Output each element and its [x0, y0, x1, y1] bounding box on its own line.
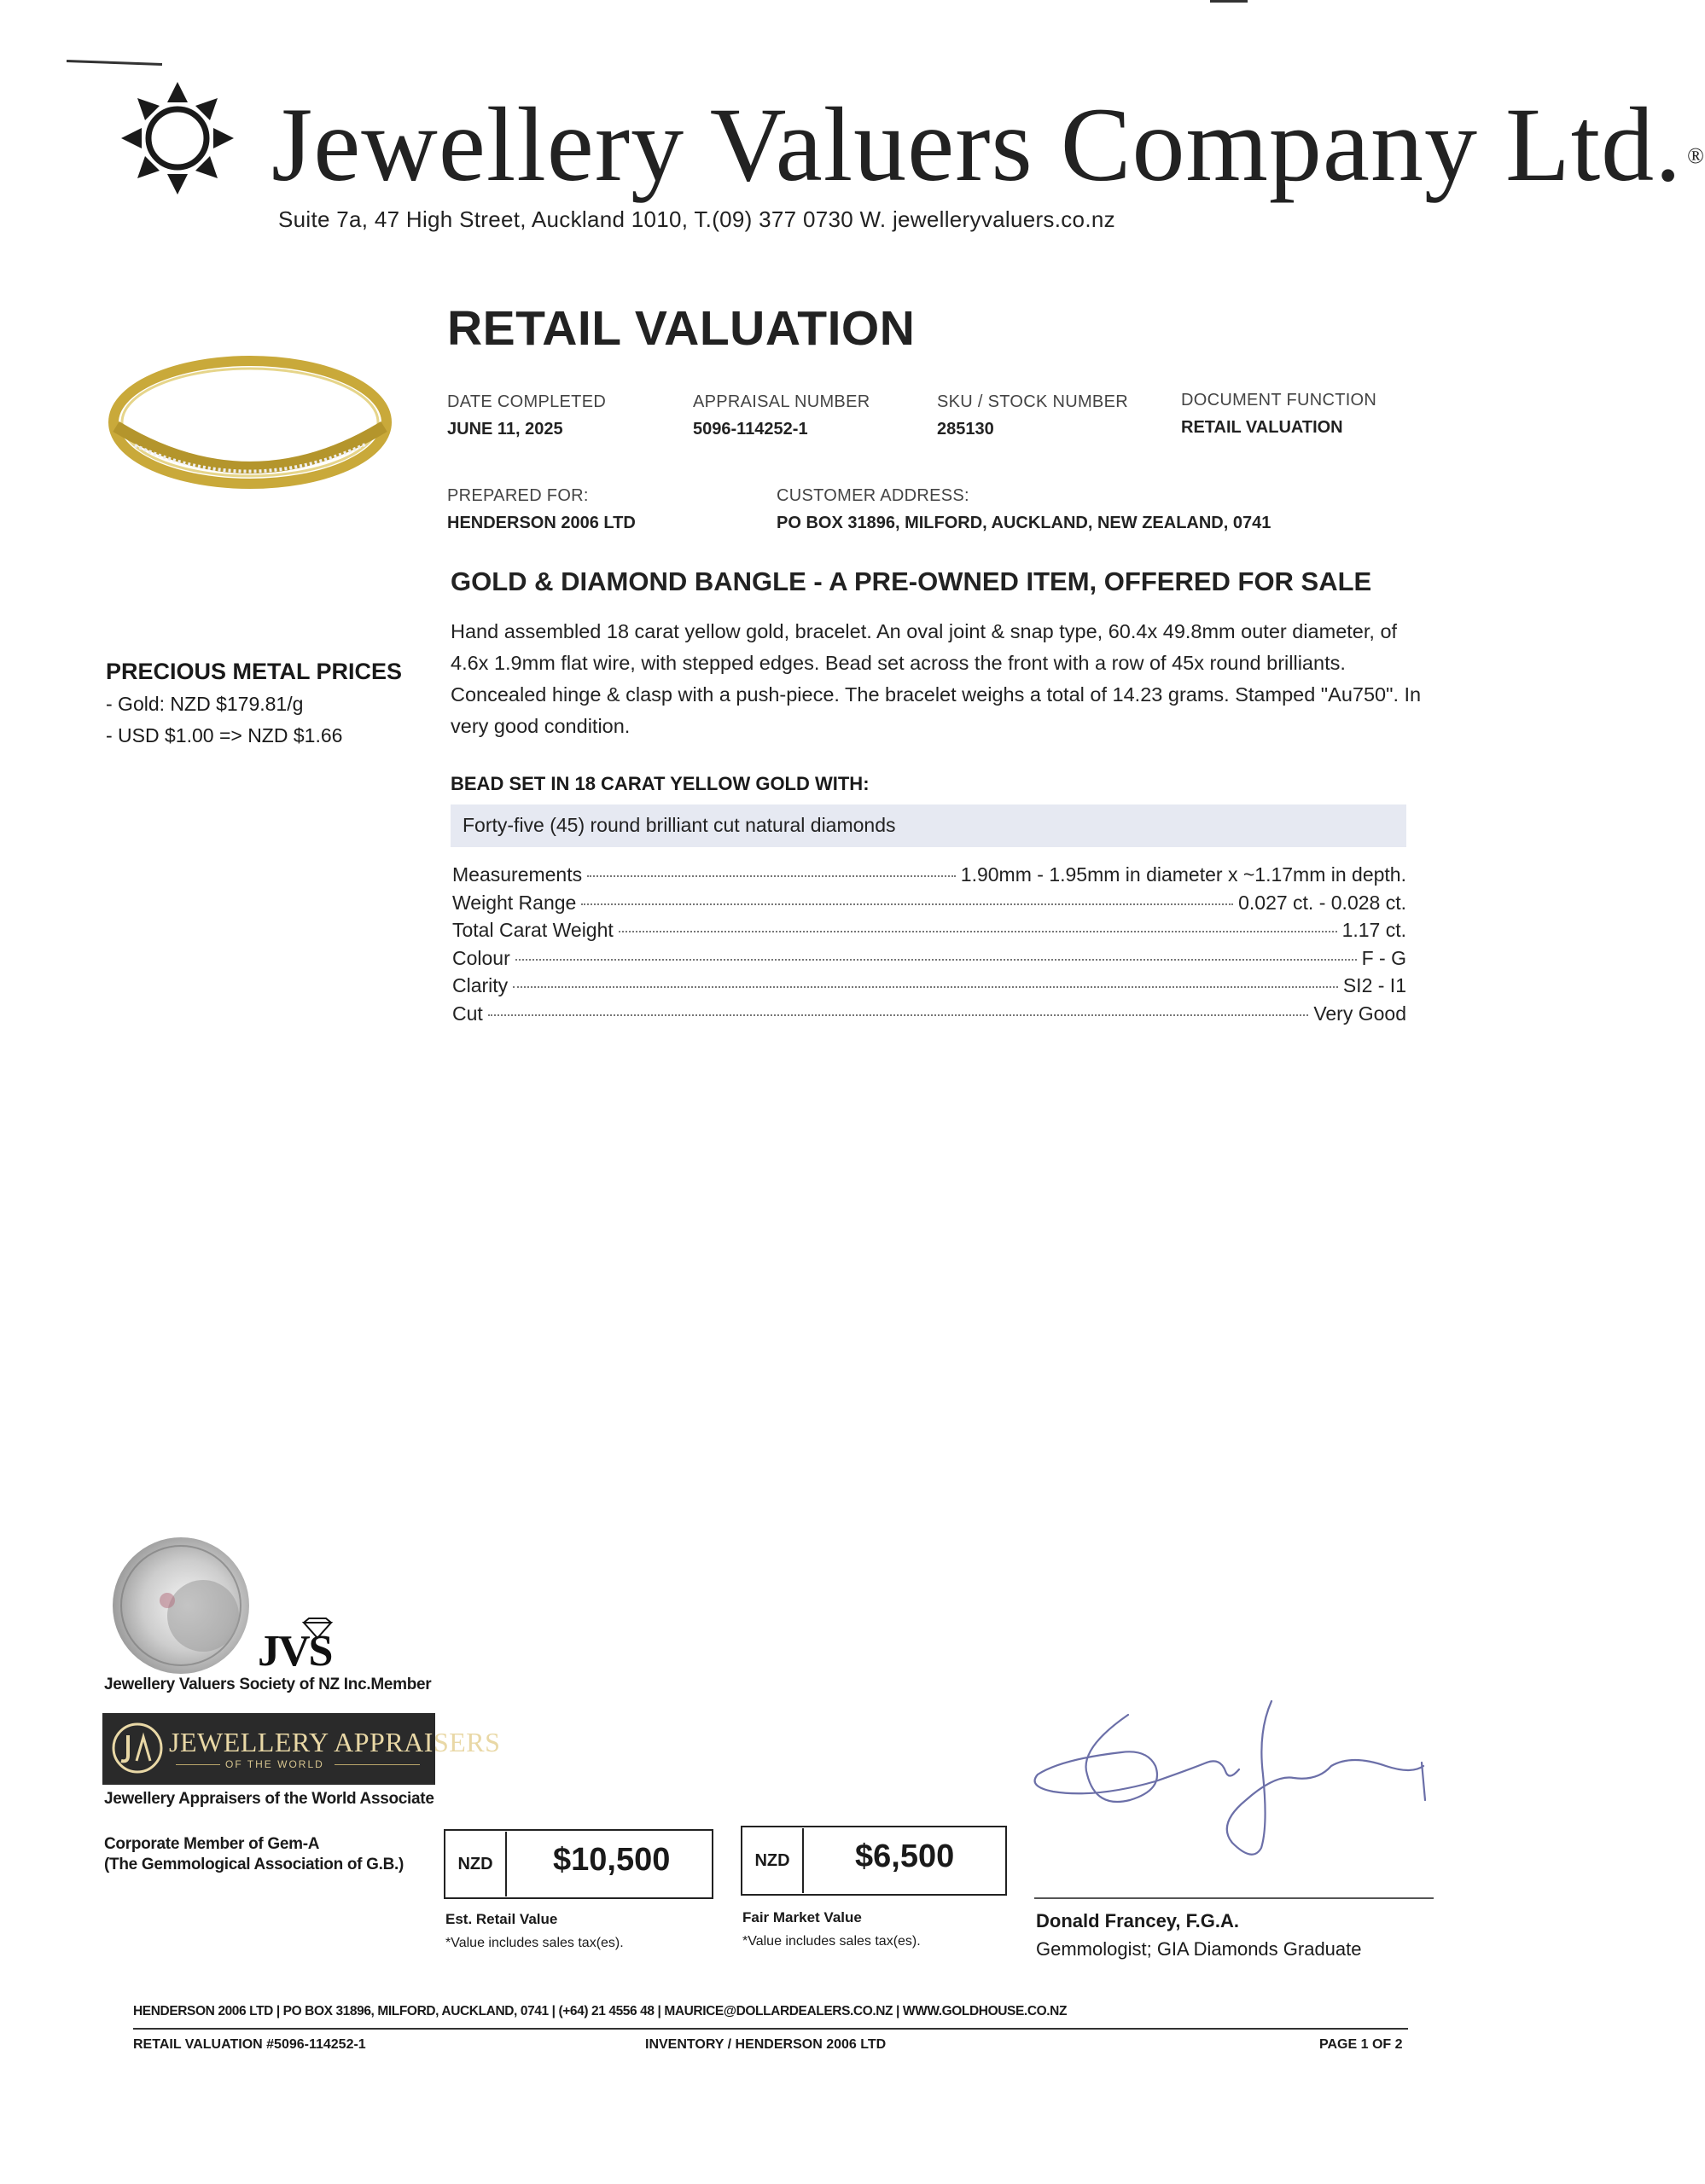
leader-dots — [513, 986, 1338, 988]
spec-value: 0.027 ct. - 0.028 ct. — [1238, 891, 1406, 914]
appraisal-number-value: 5096-114252-1 — [693, 420, 808, 439]
stones-summary: Forty-five (45) round brilliant cut natural diamonds — [451, 804, 1406, 847]
setting-title: BEAD SET IN 18 CARAT YELLOW GOLD WITH: — [451, 773, 870, 794]
top-mark — [1210, 0, 1248, 3]
footer-rule — [133, 2028, 1408, 2030]
retail-value-currency: NZD — [445, 1832, 507, 1896]
spec-label: Cut — [452, 1002, 483, 1025]
signatory-name: Donald Francey, F.G.A. — [1036, 1910, 1239, 1931]
registered-mark: ® — [1687, 142, 1705, 168]
diamond-specs — [452, 863, 1406, 1031]
footer-inventory: INVENTORY / HENDERSON 2006 LTD — [645, 2037, 887, 2052]
jaw-badge-icon — [111, 1722, 164, 1774]
fair-market-value-amount: $6,500 — [855, 1838, 955, 1874]
date-completed-label: DATE COMPLETED — [447, 392, 607, 411]
document-function-value: RETAIL VALUATION — [1181, 418, 1343, 437]
jaw-rule — [335, 1764, 420, 1765]
leader-dots — [581, 903, 1233, 905]
retail-value-label: Est. Retail Value — [445, 1911, 558, 1927]
gold-price: - Gold: NZD $179.81/g — [106, 693, 304, 715]
jvs-logo: JVS — [258, 1627, 332, 1676]
sku-label: SKU / STOCK NUMBER — [937, 392, 1128, 411]
footer-contact: HENDERSON 2006 LTD | PO BOX 31896, MILFORD, AUCKLAND, 0741 | (+64) 21 4556 48 | MAURICE@DOLLARDEALERS.CO.NZ | WWW.GOLDHOUSE.CO.NZ — [133, 2004, 1068, 2018]
leader-dots — [619, 931, 1337, 932]
leader-dots — [587, 875, 956, 877]
company-logo-icon — [118, 78, 237, 198]
spec-row-colour — [452, 947, 1406, 975]
item-description — [451, 616, 1434, 742]
spec-value: 1.90mm - 1.95mm in diameter x ~1.17mm in depth. — [960, 863, 1406, 886]
diamond-icon — [300, 1618, 335, 1640]
jaw-rule — [176, 1764, 220, 1765]
gema-line: (The Gemmological Association of G.B.) — [104, 1856, 404, 1873]
item-title: GOLD & DIAMOND BANGLE - A PRE-OWNED ITEM, OFFERED FOR SALE — [451, 566, 1372, 596]
signatory-title: Gemmologist; GIA Diamonds Graduate — [1036, 1938, 1362, 1960]
leader-dots — [488, 1014, 1309, 1016]
spec-row-measurements — [452, 863, 1406, 892]
spec-row-cut — [452, 1002, 1406, 1031]
jaw-banner-sub: OF THE WORLD — [225, 1758, 324, 1770]
spec-value: F - G — [1361, 946, 1406, 969]
spec-row-total-carat — [452, 919, 1406, 947]
fair-market-value-label: Fair Market Value — [742, 1909, 862, 1926]
date-completed-value: JUNE 11, 2025 — [447, 420, 563, 439]
page-number: PAGE 1 OF 2 — [1319, 2037, 1403, 2052]
fair-market-value-note: *Value includes sales tax(es). — [742, 1934, 921, 1949]
spec-row-weight-range — [452, 892, 1406, 920]
gema-line: Corporate Member of Gem-A — [104, 1835, 320, 1853]
customer-address-value: PO BOX 31896, MILFORD, AUCKLAND, NEW ZEALAND, 0741 — [777, 514, 1271, 532]
spec-row-clarity — [452, 974, 1406, 1002]
spec-label: Clarity — [452, 974, 509, 997]
fair-market-value-currency: NZD — [742, 1828, 804, 1893]
spec-label: Weight Range — [452, 891, 577, 914]
spec-value: SI2 - I1 — [1342, 974, 1406, 997]
description-line: very good condition. — [451, 715, 631, 737]
spec-label: Colour — [452, 946, 510, 969]
leader-dots — [515, 959, 1357, 961]
customer-address-label: CUSTOMER ADDRESS: — [777, 486, 969, 505]
jaw-banner-title: JEWELLERY APPRAISERS — [169, 1727, 501, 1757]
spec-value: 1.17 ct. — [1341, 919, 1406, 942]
prepared-for-label: PREPARED FOR: — [447, 486, 589, 505]
description-line: Concealed hinge & clasp with a push-piece. The bracelet weighs a total of 14.23 grams. Stamped "Au750". In — [451, 683, 1422, 706]
spec-value: Very Good — [1313, 1002, 1406, 1025]
exchange-rate: - USD $1.00 => NZD $1.66 — [106, 724, 343, 746]
jvs-caption: Jewellery Valuers Society of NZ Inc.Member — [104, 1676, 432, 1693]
spec-label: Measurements — [452, 863, 583, 886]
embossed-seal-icon — [108, 1532, 254, 1679]
gema-membership — [104, 1834, 404, 1875]
company-address: Suite 7a, 47 High Street, Auckland 1010, T.(09) 377 0730 W. jewelleryvaluers.co.nz — [278, 206, 1115, 232]
description-line: 4.6x 1.9mm flat wire, with stepped edges. Bead set across the front with a row of 45x round brilliants. — [451, 652, 1346, 674]
bangle-photo — [101, 341, 399, 512]
sku-value: 285130 — [937, 420, 994, 439]
appraisal-number-label: APPRAISAL NUMBER — [693, 392, 870, 411]
retail-value-note: *Value includes sales tax(es). — [445, 1936, 624, 1950]
corner-mark — [67, 60, 162, 66]
document-title: RETAIL VALUATION — [447, 301, 916, 356]
retail-value-amount: $10,500 — [553, 1842, 671, 1878]
metal-prices-title: PRECIOUS METAL PRICES — [106, 659, 403, 684]
footer-document-ref: RETAIL VALUATION #5096-114252-1 — [133, 2037, 366, 2052]
signature-image — [1027, 1681, 1429, 1877]
prepared-for-value: HENDERSON 2006 LTD — [447, 514, 636, 532]
spec-label: Total Carat Weight — [452, 919, 614, 942]
signature-line — [1034, 1897, 1434, 1899]
jaw-caption: Jewellery Appraisers of the World Associate — [104, 1790, 434, 1808]
company-name: Jewellery Valuers Company Ltd. ® — [271, 86, 1705, 203]
description-line: Hand assembled 18 carat yellow gold, bracelet. An oval joint & snap type, 60.4x 49.8mm outer diameter, of — [451, 620, 1398, 642]
document-function-label: DOCUMENT FUNCTION — [1181, 391, 1377, 410]
